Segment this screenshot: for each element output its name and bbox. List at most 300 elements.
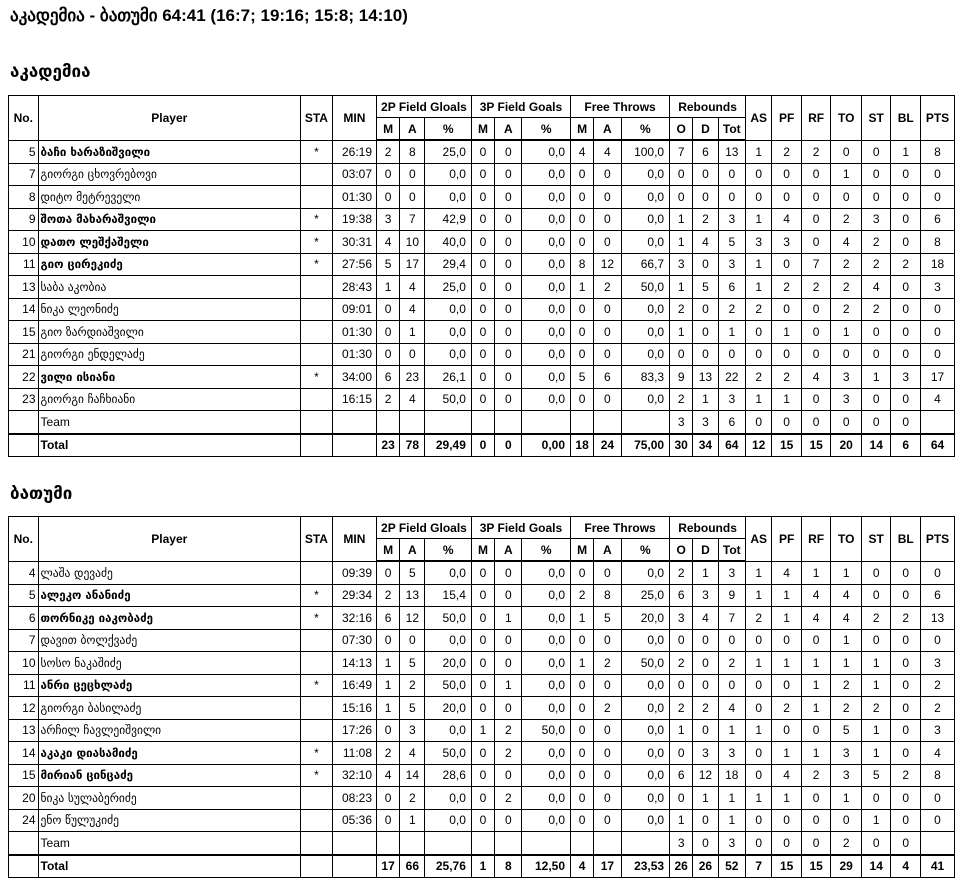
column-header-st: ST — [861, 96, 891, 141]
column-subheader-a: A — [400, 118, 425, 141]
stat-cell-pf: 0 — [772, 719, 802, 742]
stat-cell-as: 3 — [746, 231, 772, 254]
stat-cell-st: 2 — [861, 231, 891, 254]
team-stat-rf: 0 — [801, 832, 831, 855]
stat-cell-rf: 4 — [801, 607, 831, 630]
column-subheader-m: M — [377, 118, 400, 141]
stat-cell-fg2m: 5 — [377, 253, 400, 276]
stat-cell-ftm: 0 — [571, 561, 594, 584]
stat-cell-d: 0 — [693, 186, 718, 209]
player-row — [9, 253, 955, 276]
stat-cell-fg3p: 0,0 — [522, 208, 571, 231]
stat-cell-st: 0 — [861, 163, 891, 186]
team-row-no — [9, 832, 39, 855]
minutes-cell: 01:30 — [332, 321, 376, 344]
stat-cell-as: 1 — [746, 388, 772, 411]
player-name: ენო წულუკიძე — [38, 809, 301, 832]
stat-cell-fg2m: 6 — [377, 366, 400, 389]
player-name: დავით ბოლქვაძე — [38, 629, 301, 652]
team-row-empty — [921, 411, 955, 434]
stat-cell-rf: 1 — [801, 742, 831, 765]
stat-cell-fg3a: 2 — [495, 787, 522, 810]
column-subheader-pct: % — [522, 118, 571, 141]
stat-cell-fg2a: 1 — [400, 321, 425, 344]
header-row — [9, 96, 955, 118]
stat-cell-rf: 0 — [801, 231, 831, 254]
stat-cell-fta: 0 — [594, 163, 621, 186]
stat-cell-ftm: 1 — [571, 607, 594, 630]
total-row-empty — [332, 855, 376, 878]
player-number: 7 — [9, 629, 39, 652]
stat-cell-fg3p: 0,0 — [522, 388, 571, 411]
player-number: 15 — [9, 764, 39, 787]
stat-cell-fg3p: 0,0 — [522, 163, 571, 186]
stat-cell-bl: 0 — [891, 787, 921, 810]
column-header-no: No. — [9, 96, 39, 141]
team-stat-tot: 6 — [718, 411, 745, 434]
stat-cell-as: 0 — [746, 697, 772, 720]
stat-cell-to: 3 — [831, 764, 862, 787]
stat-cell-to: 3 — [831, 366, 862, 389]
team-stat-bl: 0 — [891, 411, 921, 434]
stat-cell-as: 1 — [746, 253, 772, 276]
stat-cell-rf: 0 — [801, 208, 831, 231]
stat-cell-rf: 2 — [801, 764, 831, 787]
column-subheader-a: A — [495, 118, 522, 141]
minutes-cell: 32:10 — [332, 764, 376, 787]
total-stat-o: 26 — [670, 855, 693, 878]
column-subheader-pct: % — [425, 539, 471, 562]
player-number: 11 — [9, 253, 39, 276]
stat-cell-fg2m: 2 — [377, 388, 400, 411]
total-stat-pts: 41 — [921, 855, 955, 878]
starter-mark — [301, 561, 333, 584]
stat-cell-fg2p: 29,4 — [425, 253, 471, 276]
stat-cell-ftp: 0,0 — [621, 186, 670, 209]
stat-cell-d: 0 — [693, 343, 718, 366]
stat-cell-tot: 3 — [718, 208, 745, 231]
stat-cell-ftp: 0,0 — [621, 561, 670, 584]
player-name: შოთა მახარაშვილი — [38, 208, 301, 231]
total-stat-fg3a: 0 — [495, 434, 522, 457]
stat-cell-fg2m: 1 — [377, 674, 400, 697]
team-row-empty — [522, 411, 571, 434]
stat-cell-ftp: 0,0 — [621, 298, 670, 321]
player-name: საბა აკობია — [38, 276, 301, 299]
stat-cell-fg2a: 0 — [400, 629, 425, 652]
column-subheader-o: O — [670, 118, 693, 141]
player-name: გიო ცირეკიძე — [38, 253, 301, 276]
player-number: 14 — [9, 298, 39, 321]
stat-cell-fg3m: 0 — [471, 764, 494, 787]
total-row-label: Total — [38, 434, 301, 457]
stat-cell-o: 2 — [670, 697, 693, 720]
page-title: აკადემია - ბათუმი 64:41 (16:7; 19:16; 15:8; 14:10) — [10, 6, 408, 25]
player-row — [9, 208, 955, 231]
stat-cell-fta: 0 — [594, 719, 621, 742]
stat-cell-rf: 0 — [801, 787, 831, 810]
stat-cell-ftp: 66,7 — [621, 253, 670, 276]
stat-cell-ftp: 0,0 — [621, 787, 670, 810]
player-number: 4 — [9, 561, 39, 584]
player-name: გიო ზარდიაშვილი — [38, 321, 301, 344]
stat-cell-fta: 0 — [594, 231, 621, 254]
player-number: 13 — [9, 276, 39, 299]
stat-cell-ftm: 0 — [571, 388, 594, 411]
stat-cell-fg3p: 0,0 — [522, 809, 571, 832]
stat-cell-fg2m: 2 — [377, 584, 400, 607]
stat-cell-fta: 0 — [594, 298, 621, 321]
stat-cell-fg2a: 2 — [400, 674, 425, 697]
player-name: გიორგი ჩაჩხიანი — [38, 388, 301, 411]
stat-cell-as: 0 — [746, 674, 772, 697]
stat-cell-fg3p: 0,0 — [522, 764, 571, 787]
minutes-cell: 14:13 — [332, 652, 376, 675]
stat-cell-fg3m: 0 — [471, 607, 494, 630]
stat-cell-fg3m: 0 — [471, 366, 494, 389]
stat-cell-ftm: 1 — [571, 652, 594, 675]
minutes-cell: 30:31 — [332, 231, 376, 254]
player-name: ლაშა დევაძე — [38, 561, 301, 584]
player-row — [9, 163, 955, 186]
stat-cell-fg2p: 0,0 — [425, 719, 471, 742]
stat-cell-pts: 4 — [921, 742, 955, 765]
minutes-cell: 01:30 — [332, 186, 376, 209]
column-subheader-pct: % — [621, 118, 670, 141]
total-stat-d: 26 — [693, 855, 718, 878]
stat-cell-o: 1 — [670, 231, 693, 254]
stat-cell-fg3p: 50,0 — [522, 719, 571, 742]
player-number: 7 — [9, 163, 39, 186]
column-header-rebounds: Rebounds — [670, 517, 746, 539]
stat-cell-fg3m: 0 — [471, 321, 494, 344]
total-stat-fg3p: 0,00 — [522, 434, 571, 457]
total-stat-fg2a: 66 — [400, 855, 425, 878]
stat-cell-pts: 3 — [921, 652, 955, 675]
team-stat-pf: 0 — [772, 411, 802, 434]
stat-cell-rf: 0 — [801, 809, 831, 832]
stat-cell-ftp: 0,0 — [621, 809, 670, 832]
column-header-min: MIN — [332, 96, 376, 141]
player-row — [9, 366, 955, 389]
stat-cell-pf: 0 — [772, 163, 802, 186]
stat-cell-fg2p: 0,0 — [425, 343, 471, 366]
total-row-no — [9, 434, 39, 457]
total-stat-fg2p: 25,76 — [425, 855, 471, 878]
stat-cell-fg2a: 5 — [400, 652, 425, 675]
stat-cell-bl: 1 — [891, 140, 921, 163]
player-number: 15 — [9, 321, 39, 344]
column-header-sta: STA — [301, 96, 333, 141]
team-name-home: აკადემია — [10, 62, 91, 82]
stat-cell-pf: 0 — [772, 298, 802, 321]
stat-cell-fta: 0 — [594, 787, 621, 810]
minutes-cell: 27:56 — [332, 253, 376, 276]
player-row — [9, 343, 955, 366]
stat-cell-d: 1 — [693, 787, 718, 810]
box-score-table-away — [8, 516, 955, 878]
stat-cell-fg2m: 0 — [377, 787, 400, 810]
column-header-rf: RF — [801, 96, 831, 141]
total-stat-fta: 17 — [594, 855, 621, 878]
minutes-cell: 28:43 — [332, 276, 376, 299]
total-stat-to: 20 — [831, 434, 862, 457]
total-stat-fg3a: 8 — [495, 855, 522, 878]
stat-cell-o: 0 — [670, 186, 693, 209]
team-row-label: Team — [38, 411, 301, 434]
stat-cell-rf: 0 — [801, 388, 831, 411]
stat-cell-d: 0 — [693, 298, 718, 321]
stat-cell-fg3m: 0 — [471, 742, 494, 765]
column-subheader-a: A — [594, 118, 621, 141]
stat-cell-as: 2 — [746, 298, 772, 321]
stat-cell-fg3p: 0,0 — [522, 231, 571, 254]
stat-cell-ftm: 0 — [571, 186, 594, 209]
stat-cell-fg2m: 3 — [377, 208, 400, 231]
stat-cell-d: 2 — [693, 697, 718, 720]
stat-cell-to: 2 — [831, 276, 862, 299]
stat-cell-fg2a: 4 — [400, 298, 425, 321]
total-row — [9, 855, 955, 878]
stat-cell-rf: 4 — [801, 366, 831, 389]
stat-cell-fg3a: 1 — [495, 607, 522, 630]
starter-mark — [301, 787, 333, 810]
team-stat-tot: 3 — [718, 832, 745, 855]
column-header-3p-field-goals: 3P Field Goals — [471, 517, 570, 539]
stat-cell-pf: 1 — [772, 742, 802, 765]
stat-cell-o: 1 — [670, 276, 693, 299]
stat-cell-o: 0 — [670, 787, 693, 810]
minutes-cell: 03:07 — [332, 163, 376, 186]
stat-cell-pts: 0 — [921, 163, 955, 186]
player-name: ნიკა ლეონიძე — [38, 298, 301, 321]
stat-cell-fg2p: 20,0 — [425, 652, 471, 675]
player-name: გიორგი ცხოვრებოვი — [38, 163, 301, 186]
stat-cell-fg3m: 0 — [471, 652, 494, 675]
stat-cell-fg3p: 0,0 — [522, 186, 571, 209]
stat-cell-st: 3 — [861, 208, 891, 231]
player-row — [9, 809, 955, 832]
stat-cell-fg3p: 0,0 — [522, 343, 571, 366]
total-stat-ftm: 18 — [571, 434, 594, 457]
stat-cell-to: 1 — [831, 163, 862, 186]
stat-cell-st: 1 — [861, 652, 891, 675]
team-stat-o: 3 — [670, 411, 693, 434]
stat-cell-fg3p: 0,0 — [522, 321, 571, 344]
player-row — [9, 231, 955, 254]
stat-cell-o: 3 — [670, 253, 693, 276]
stat-cell-d: 3 — [693, 742, 718, 765]
total-stat-bl: 6 — [891, 434, 921, 457]
column-header-3p-field-goals: 3P Field Goals — [471, 96, 570, 118]
team-stat-to: 2 — [831, 832, 862, 855]
player-name: ბაჩი ხარაზიშვილი — [38, 140, 301, 163]
stat-cell-d: 1 — [693, 388, 718, 411]
starter-mark: * — [301, 607, 333, 630]
stat-cell-pf: 3 — [772, 231, 802, 254]
minutes-cell: 05:36 — [332, 809, 376, 832]
stat-cell-ftm: 2 — [571, 584, 594, 607]
stat-cell-to: 1 — [831, 629, 862, 652]
total-row-empty — [332, 434, 376, 457]
team-stat-d: 0 — [693, 832, 718, 855]
stat-cell-fg3m: 0 — [471, 186, 494, 209]
player-row — [9, 629, 955, 652]
stat-cell-bl: 0 — [891, 674, 921, 697]
player-row — [9, 388, 955, 411]
player-number: 10 — [9, 652, 39, 675]
stat-cell-fg2a: 0 — [400, 186, 425, 209]
stat-cell-to: 3 — [831, 742, 862, 765]
stat-cell-fg3a: 0 — [495, 208, 522, 231]
stat-cell-fg2a: 7 — [400, 208, 425, 231]
stat-cell-to: 3 — [831, 388, 862, 411]
stat-cell-ftm: 0 — [571, 742, 594, 765]
column-subheader-o: O — [670, 539, 693, 562]
stat-cell-fg2p: 25,0 — [425, 276, 471, 299]
stat-cell-fg3a: 0 — [495, 561, 522, 584]
team-row-empty — [571, 411, 594, 434]
stat-cell-fg3m: 0 — [471, 253, 494, 276]
stat-cell-o: 1 — [670, 719, 693, 742]
stat-cell-pf: 0 — [772, 343, 802, 366]
stat-cell-fg3m: 0 — [471, 388, 494, 411]
stat-cell-pf: 4 — [772, 208, 802, 231]
stat-cell-fg2a: 17 — [400, 253, 425, 276]
stat-cell-fg3p: 0,0 — [522, 253, 571, 276]
team-row-empty — [425, 832, 471, 855]
team-row — [9, 411, 955, 434]
player-row — [9, 140, 955, 163]
stat-cell-ftp: 0,0 — [621, 388, 670, 411]
minutes-cell: 19:38 — [332, 208, 376, 231]
player-name: დათო ლეშქაშელი — [38, 231, 301, 254]
team-row-no — [9, 411, 39, 434]
stat-cell-rf: 0 — [801, 629, 831, 652]
stat-cell-fg2m: 0 — [377, 163, 400, 186]
stat-cell-fg3p: 0,0 — [522, 629, 571, 652]
player-name: სოსო ნაკაშიძე — [38, 652, 301, 675]
player-number: 8 — [9, 186, 39, 209]
minutes-cell: 09:39 — [332, 561, 376, 584]
stat-cell-st: 0 — [861, 561, 891, 584]
stat-cell-st: 0 — [861, 186, 891, 209]
stat-cell-bl: 0 — [891, 629, 921, 652]
player-name: დიტო მეტრეველი — [38, 186, 301, 209]
player-row — [9, 742, 955, 765]
stat-cell-rf: 2 — [801, 276, 831, 299]
stat-cell-pts: 18 — [921, 253, 955, 276]
stat-cell-rf: 0 — [801, 343, 831, 366]
stat-cell-fg3m: 0 — [471, 140, 494, 163]
team-row-empty — [522, 832, 571, 855]
stat-cell-pf: 2 — [772, 697, 802, 720]
stat-cell-fg2a: 4 — [400, 742, 425, 765]
stat-cell-fg2a: 5 — [400, 697, 425, 720]
stat-cell-fg2p: 0,0 — [425, 809, 471, 832]
player-number: 20 — [9, 787, 39, 810]
stat-cell-pf: 0 — [772, 809, 802, 832]
stat-cell-st: 1 — [861, 719, 891, 742]
team-row-empty — [301, 832, 333, 855]
stat-cell-to: 2 — [831, 298, 862, 321]
total-stat-to: 29 — [831, 855, 862, 878]
stat-cell-fg3m: 0 — [471, 787, 494, 810]
player-name: გიორგი ბასილაძე — [38, 697, 301, 720]
stat-cell-o: 1 — [670, 208, 693, 231]
team-name-away: ბათუმი — [10, 484, 73, 504]
stat-cell-fta: 0 — [594, 674, 621, 697]
stat-cell-ftp: 0,0 — [621, 343, 670, 366]
stat-cell-pts: 0 — [921, 787, 955, 810]
team-row-label: Team — [38, 832, 301, 855]
stat-cell-fg3p: 0,0 — [522, 697, 571, 720]
total-stat-fg3m: 0 — [471, 434, 494, 457]
stat-cell-bl: 0 — [891, 298, 921, 321]
stat-cell-fta: 0 — [594, 321, 621, 344]
stat-cell-ftp: 50,0 — [621, 652, 670, 675]
stat-cell-fg2m: 1 — [377, 652, 400, 675]
player-row — [9, 787, 955, 810]
team-row-empty — [301, 411, 333, 434]
team-row-empty — [495, 411, 522, 434]
stat-cell-fg3a: 0 — [495, 186, 522, 209]
column-subheader-pct: % — [522, 539, 571, 562]
stat-cell-as: 2 — [746, 607, 772, 630]
player-number: 10 — [9, 231, 39, 254]
stat-cell-fg2p: 0,0 — [425, 629, 471, 652]
stat-cell-fg3p: 0,0 — [522, 742, 571, 765]
team-row-empty — [921, 832, 955, 855]
column-subheader-m: M — [471, 539, 494, 562]
stat-cell-pts: 0 — [921, 186, 955, 209]
team-stat-pf: 0 — [772, 832, 802, 855]
stat-cell-to: 2 — [831, 674, 862, 697]
player-row — [9, 652, 955, 675]
team-row-empty — [377, 411, 400, 434]
column-header-as: AS — [746, 96, 772, 141]
column-subheader-a: A — [495, 539, 522, 562]
stat-cell-tot: 1 — [718, 787, 745, 810]
stat-cell-fg3a: 0 — [495, 366, 522, 389]
stat-cell-pf: 1 — [772, 388, 802, 411]
stat-cell-to: 0 — [831, 343, 862, 366]
team-stat-d: 3 — [693, 411, 718, 434]
stat-cell-pts: 0 — [921, 343, 955, 366]
stat-cell-to: 0 — [831, 186, 862, 209]
stat-cell-tot: 2 — [718, 652, 745, 675]
stat-cell-o: 0 — [670, 629, 693, 652]
stat-cell-st: 0 — [861, 343, 891, 366]
stat-cell-fg2a: 14 — [400, 764, 425, 787]
stat-cell-o: 1 — [670, 809, 693, 832]
stat-cell-o: 6 — [670, 584, 693, 607]
stat-cell-fta: 2 — [594, 276, 621, 299]
stat-cell-o: 2 — [670, 298, 693, 321]
starter-mark — [301, 629, 333, 652]
stat-cell-d: 4 — [693, 231, 718, 254]
total-row — [9, 434, 955, 457]
stat-cell-bl: 2 — [891, 764, 921, 787]
stat-cell-fg2m: 4 — [377, 764, 400, 787]
stat-cell-to: 1 — [831, 652, 862, 675]
stat-cell-fg2m: 0 — [377, 809, 400, 832]
stat-cell-pts: 3 — [921, 719, 955, 742]
stat-cell-ftm: 0 — [571, 809, 594, 832]
team-stat-bl: 0 — [891, 832, 921, 855]
stat-cell-st: 0 — [861, 629, 891, 652]
column-header-st: ST — [861, 517, 891, 562]
